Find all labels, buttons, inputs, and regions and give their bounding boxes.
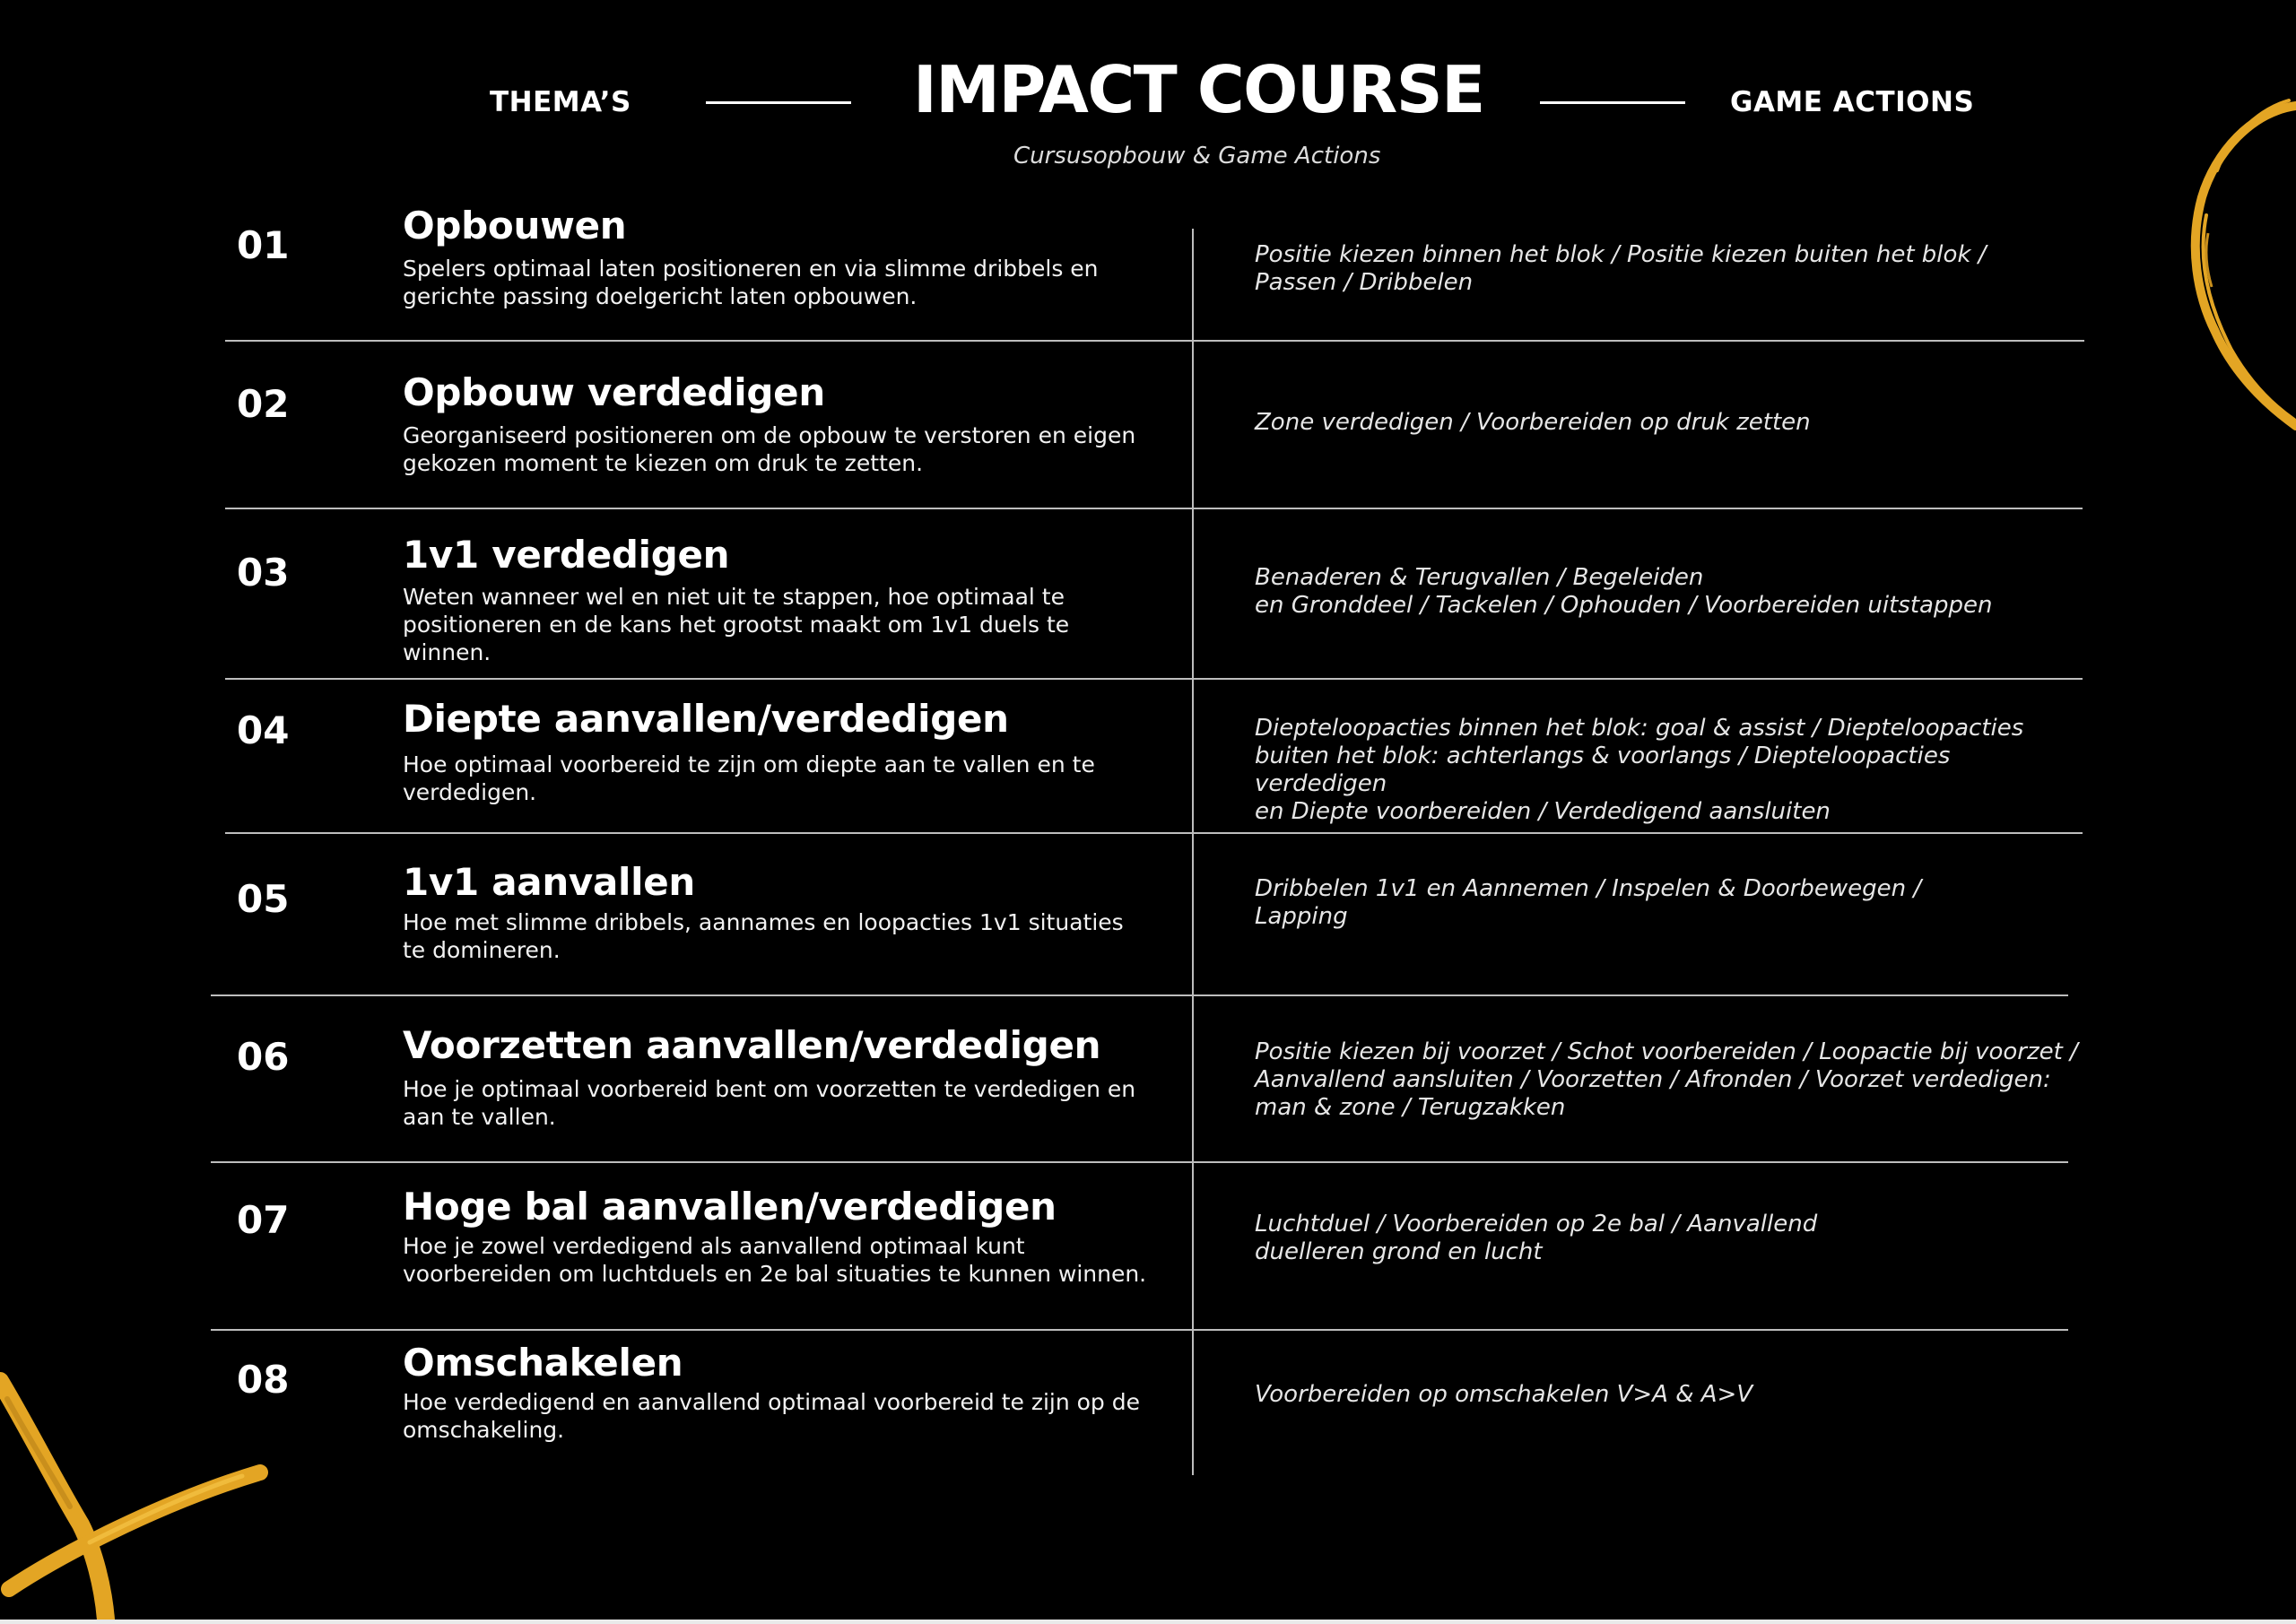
theme-title: 1v1 verdedigen	[403, 533, 730, 577]
game-actions: Positie kiezen bij voorzet / Schot voorbereiden / Loopactie bij voorzet / Aanvallend aansluiten / Voorzetten / Afronden / Voorzet verdedigen: man & zone / Terugzakken	[1255, 1038, 2078, 1121]
theme-description: Weten wanneer wel en niet uit te stappen, hoe optimaal te positioneren en de kans het grootst maakt om 1v1 duels te winnen.	[403, 584, 1070, 665]
row-divider	[211, 1329, 2068, 1331]
game-actions-header-label: GAME ACTIONS	[1730, 86, 1975, 118]
row-divider	[225, 832, 2083, 834]
row-divider	[211, 1161, 2068, 1163]
row-divider	[225, 678, 2083, 680]
row-number: 07	[237, 1198, 290, 1242]
theme-title: Voorzetten aanvallen/verdedigen	[403, 1023, 1101, 1067]
theme-description: Hoe je zowel verdedigend als aanvallend optimaal kunt voorbereiden om luchtduels en 2e bal situaties te kunnen winnen.	[403, 1233, 1147, 1287]
theme-description: Hoe verdedigend en aanvallend optimaal voorbereid te zijn op de omschakeling.	[403, 1389, 1140, 1443]
theme-description: Hoe optimaal voorbereid te zijn om diepte aan te vallen en te verdedigen.	[403, 751, 1095, 805]
row-number: 08	[237, 1358, 290, 1402]
theme-title: Hoge bal aanvallen/verdedigen	[403, 1185, 1057, 1229]
theme-title: Opbouw verdedigen	[403, 370, 825, 414]
theme-title: Diepte aanvallen/verdedigen	[403, 697, 1009, 741]
column-divider	[1192, 229, 1194, 1475]
row-divider	[211, 994, 2068, 996]
page-title: IMPACT COURSE	[913, 52, 1484, 127]
header-divider-left	[706, 101, 851, 104]
theme-description: Hoe je optimaal voorbereid bent om voorzetten te verdedigen en aan te vallen.	[403, 1076, 1136, 1130]
row-number: 02	[237, 382, 290, 426]
row-divider	[225, 508, 2083, 509]
game-actions: Zone verdedigen / Voorbereiden op druk zetten	[1255, 409, 1811, 436]
header-divider-right	[1540, 101, 1685, 104]
row-number: 06	[237, 1035, 290, 1079]
yellow-circle-stroke-icon	[2152, 90, 2296, 448]
game-actions: Benaderen & Terugvallen / Begeleiden en Gronddeel / Tackelen / Ophouden / Voorbereiden uitstappen	[1255, 564, 1993, 619]
row-number: 03	[237, 551, 290, 595]
game-actions: Voorbereiden op omschakelen V>A & A>V	[1255, 1381, 1753, 1408]
themes-header-label: THEMA’S	[490, 86, 631, 118]
theme-title: Omschakelen	[403, 1341, 683, 1385]
game-actions: Positie kiezen binnen het blok / Positie kiezen buiten het blok / Passen / Dribbelen	[1255, 241, 1987, 296]
page-subtitle: Cursusopbouw & Game Actions	[1013, 143, 1381, 169]
theme-title: 1v1 aanvallen	[403, 860, 696, 904]
yellow-cross-stroke-icon	[0, 1363, 269, 1623]
game-actions: Dribbelen 1v1 en Aannemen / Inspelen & Doorbewegen / Lapping	[1255, 875, 1922, 930]
theme-description: Spelers optimaal laten positioneren en via slimme dribbels en gerichte passing doelgericht laten opbouwen.	[403, 256, 1099, 309]
row-divider	[225, 340, 2084, 342]
row-number: 05	[237, 877, 290, 921]
theme-description: Hoe met slimme dribbels, aannames en loopacties 1v1 situaties te domineren.	[403, 909, 1124, 963]
page-bottom-edge	[0, 1620, 2296, 1624]
game-actions: Luchtduel / Voorbereiden op 2e bal / Aanvallend duelleren grond en lucht	[1255, 1211, 1818, 1265]
row-number: 01	[237, 223, 290, 267]
game-actions: Diepteloopacties binnen het blok: goal & assist / Diepteloopacties buiten het blok: achterlangs & voorlangs / Diepteloopacties verdedigen en Diepte voorbereiden / Verdedigend aansluiten	[1255, 715, 2024, 825]
theme-description: Georganiseerd positioneren om de opbouw te verstoren en eigen gekozen moment te kiezen om druk te zetten.	[403, 422, 1136, 476]
row-number: 04	[237, 708, 290, 752]
theme-title: Opbouwen	[403, 204, 627, 248]
